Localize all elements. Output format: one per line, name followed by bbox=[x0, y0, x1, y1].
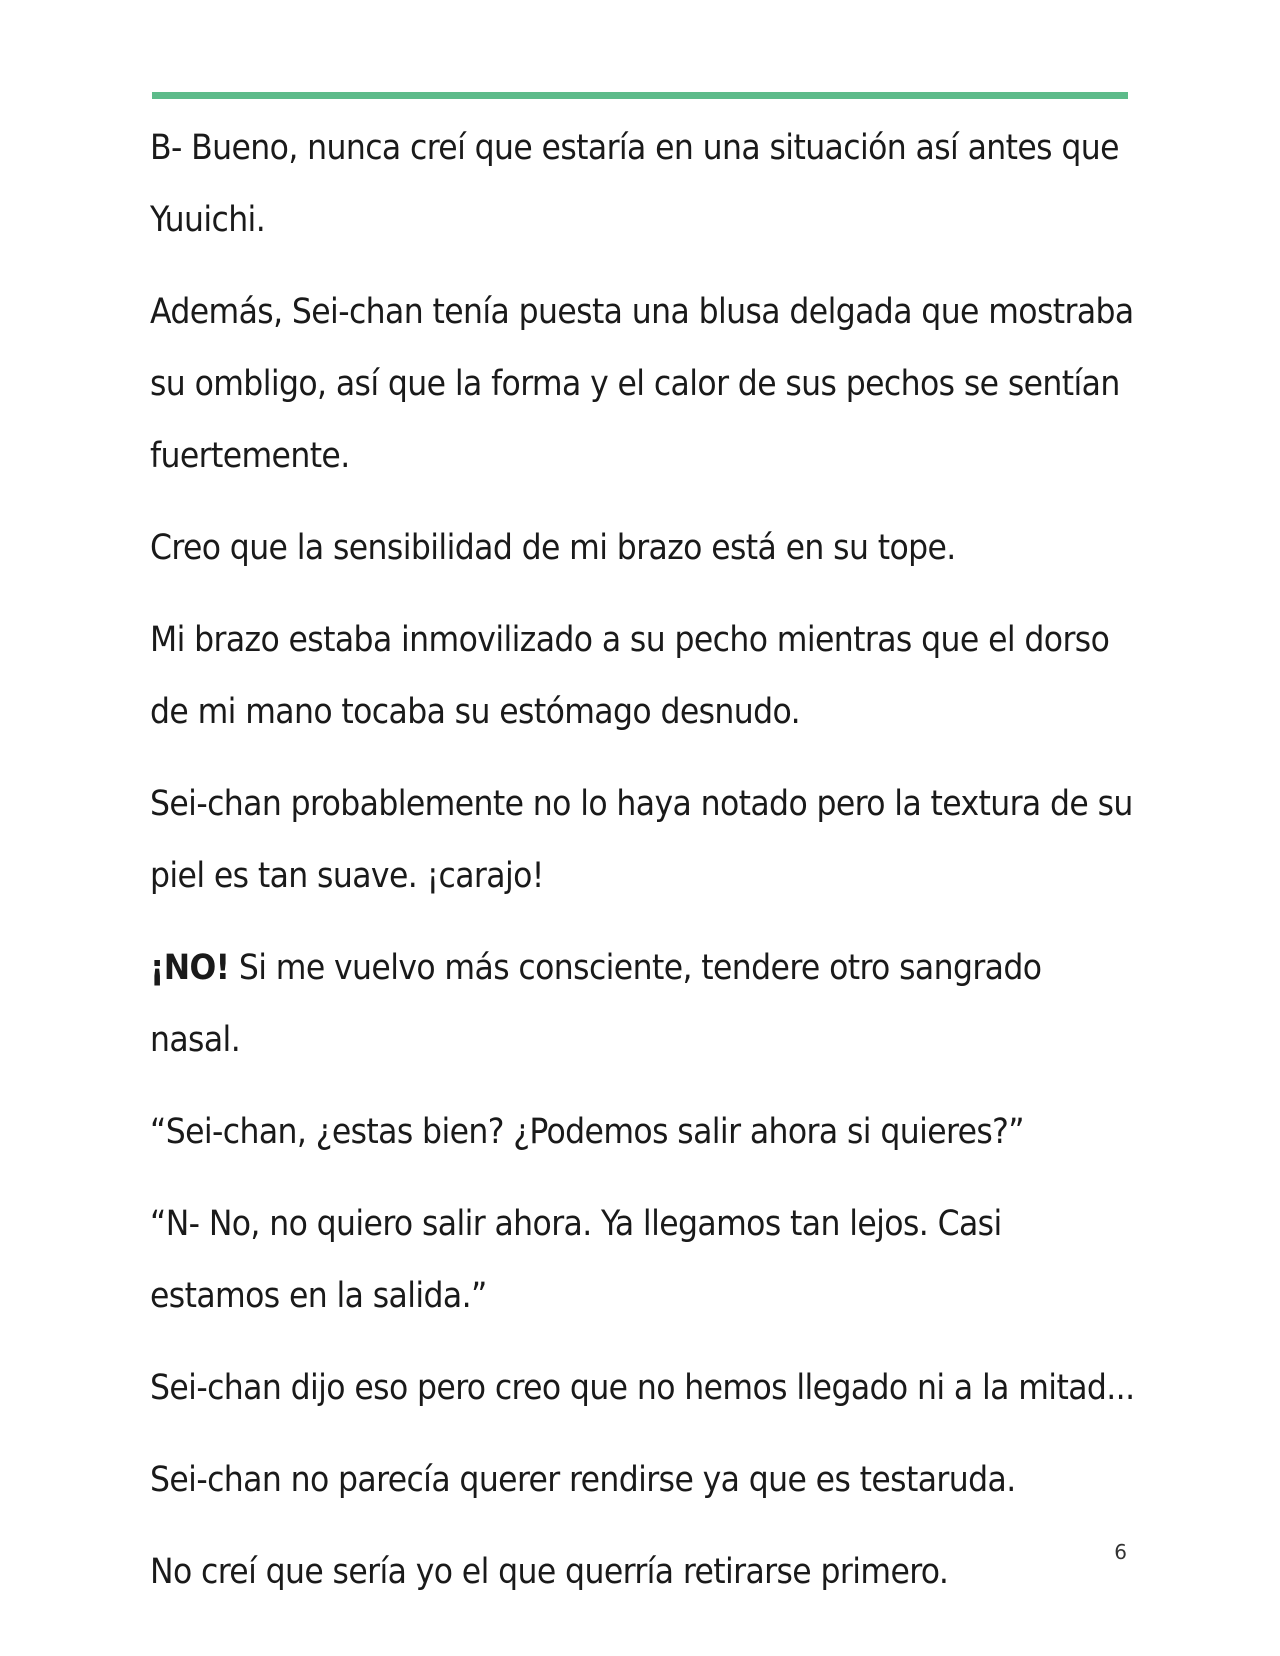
paragraph: Sei-chan no parecía querer rendirse ya que es testaruda. bbox=[150, 1460, 1016, 1500]
paragraph: Sei-chan probablemente no lo haya notado pero la textura de su piel es tan suave. ¡carajo! bbox=[150, 784, 1133, 896]
paragraph: B- Bueno, nunca creí que estaría en una situación así antes que Yuuichi. bbox=[150, 128, 1119, 240]
paragraph: No creí que sería yo el que querría retirarse primero. bbox=[150, 1552, 949, 1592]
body-text bbox=[150, 112, 1140, 1628]
page-number: 6 bbox=[1114, 1540, 1127, 1564]
paragraph: Creo que la sensibilidad de mi brazo está en su tope. bbox=[150, 528, 956, 568]
paragraph: “Sei-chan, ¿estas bien? ¿Podemos salir ahora si quieres?” bbox=[150, 1112, 1024, 1152]
paragraph: “N- No, no quiero salir ahora. Ya llegamos tan lejos. Casi estamos en la salida.” bbox=[150, 1204, 1002, 1316]
paragraph bbox=[150, 932, 1140, 1076]
top-green-rule bbox=[152, 92, 1128, 99]
emphasis-text: ¡NO! bbox=[150, 948, 230, 988]
paragraph: Sei-chan dijo eso pero creo que no hemos llegado ni a la mitad... bbox=[150, 1368, 1135, 1408]
paragraph: Mi brazo estaba inmovilizado a su pecho mientras que el dorso de mi mano tocaba su estómago desnudo. bbox=[150, 620, 1110, 732]
paragraph: Además, Sei-chan tenía puesta una blusa delgada que mostraba su ombligo, así que la forma y el calor de sus pechos se sentían fuertemente. bbox=[150, 292, 1134, 476]
paragraph-text: Si me vuelvo más consciente, tendere otro sangrado nasal. bbox=[150, 948, 1042, 1060]
